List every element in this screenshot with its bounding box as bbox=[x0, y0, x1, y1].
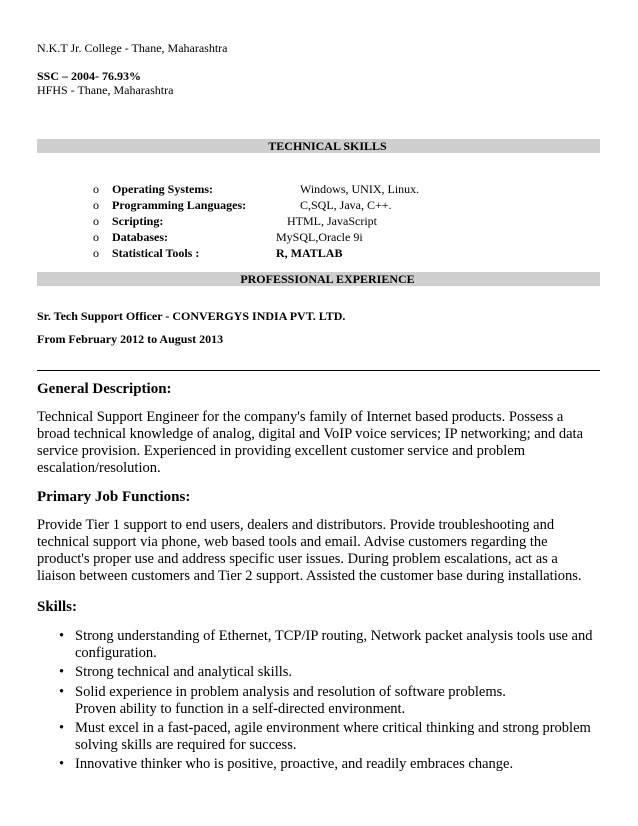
circle-bullet-icon: o bbox=[93, 198, 99, 212]
paragraph-line: escalation/resolution. bbox=[37, 460, 161, 476]
list-item-line: Proven ability to function in a self-directed environment. bbox=[75, 701, 406, 717]
technical-skills-title: TECHNICAL SKILLS bbox=[268, 139, 387, 153]
skills-heading: Skills: bbox=[37, 599, 78, 615]
professional-experience-header bbox=[37, 272, 600, 286]
circle-bullet-icon: o bbox=[93, 214, 99, 228]
list-item-line: Strong technical and analytical skills. bbox=[75, 664, 293, 680]
section-divider bbox=[37, 370, 600, 371]
paragraph-line: service provision. Experienced in providing excellent customer service and problem bbox=[37, 443, 526, 459]
skill-label: Programming Languages: bbox=[112, 198, 247, 212]
job-title: Sr. Tech Support Officer - CONVERGYS INDIA PVT. LTD. bbox=[37, 309, 346, 323]
primary-job-functions-text bbox=[37, 517, 600, 585]
paragraph-line: technical support via phone, web based tools and email. Advise customers regarding the bbox=[37, 534, 548, 550]
paragraph-line: Technical Support Engineer for the company's family of Internet based products. Possess a bbox=[37, 409, 564, 425]
technical-skills-header bbox=[37, 139, 600, 153]
primary-job-functions-heading: Primary Job Functions: bbox=[37, 489, 191, 505]
list-item-line: Must excel in a fast-paced, agile environment where critical thinking and strong problem bbox=[75, 720, 591, 736]
skill-label: Statistical Tools : bbox=[112, 246, 200, 260]
school-line: HFHS - Thane, Maharashtra bbox=[37, 83, 174, 97]
bullet-icon: • bbox=[59, 756, 65, 772]
circle-bullet-icon: o bbox=[93, 246, 99, 260]
paragraph-line: broad technical knowledge of analog, digital and VoIP voice services; IP networking; and data bbox=[37, 426, 584, 442]
ssc-line: SSC – 2004- 76.93% bbox=[37, 69, 142, 83]
professional-experience-title: PROFESSIONAL EXPERIENCE bbox=[240, 272, 415, 286]
paragraph-line: product's proper use and address specific user issues. During problem escalations, act as a bbox=[37, 551, 558, 567]
skill-label: Scripting: bbox=[112, 214, 164, 228]
general-description-heading: General Description: bbox=[37, 381, 172, 397]
skill-label: Operating Systems: bbox=[112, 182, 213, 196]
job-dates: From February 2012 to August 2013 bbox=[37, 332, 224, 346]
list-item-line: Strong understanding of Ethernet, TCP/IP routing, Network packet analysis tools use and bbox=[75, 628, 593, 644]
college-line: N.K.T Jr. College - Thane, Maharashtra bbox=[37, 41, 228, 55]
circle-bullet-icon: o bbox=[93, 230, 99, 244]
general-description-text bbox=[37, 409, 600, 477]
skill-value: C,SQL, Java, C++. bbox=[300, 198, 392, 212]
bullet-icon: • bbox=[59, 720, 65, 736]
circle-bullet-icon: o bbox=[93, 182, 99, 196]
skill-value: Windows, UNIX, Linux. bbox=[300, 182, 420, 196]
list-item-line: solving skills are required for success. bbox=[75, 737, 297, 753]
list-item-line: Solid experience in problem analysis and resolution of software problems. bbox=[75, 684, 506, 700]
list-item-line: Innovative thinker who is positive, proactive, and readily embraces change. bbox=[75, 756, 514, 772]
bullet-icon: • bbox=[59, 628, 65, 644]
paragraph-line: Provide Tier 1 support to end users, dealers and distributors. Provide troubleshooting and bbox=[37, 517, 555, 533]
skill-value: R, MATLAB bbox=[276, 246, 343, 260]
bullet-icon: • bbox=[59, 664, 65, 680]
skill-value: MySQL,Oracle 9i bbox=[276, 230, 363, 244]
skill-value: HTML, JavaScript bbox=[287, 214, 377, 228]
bullet-icon: • bbox=[59, 684, 65, 700]
list-item-line: configuration. bbox=[75, 645, 157, 661]
paragraph-line: liaison between customers and Tier 2 support. Assisted the customer base during installations. bbox=[37, 568, 582, 584]
skill-label: Databases: bbox=[112, 230, 168, 244]
